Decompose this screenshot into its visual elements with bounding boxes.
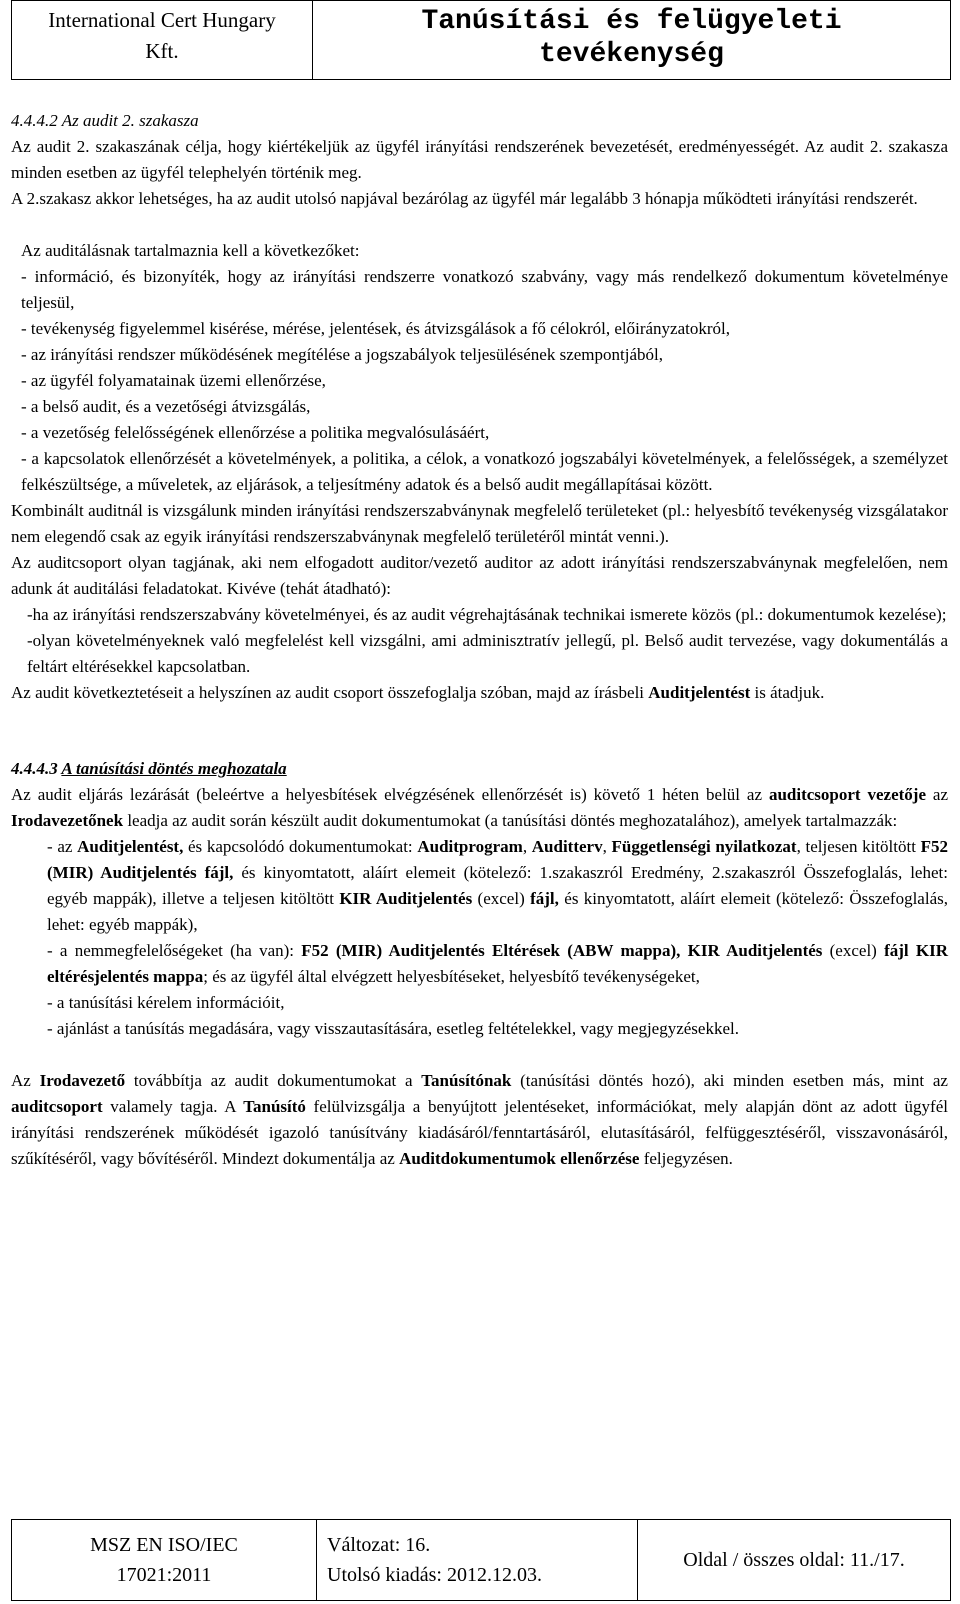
text-run: fájl KIR eltérésjelentés mappa [47,941,948,986]
text-run: leadja az audit során készült audit dokumentumokat (a tanúsítási döntés meghozatalához), amelyek tartalmazzák: [123,811,898,830]
text-run: és kinyomtatott, aláírt elemeit (kötelező: Összefoglalás, lehet: egyéb mappák), [47,889,948,934]
section-heading-4-4-4-2: 4.4.4.2 Az audit 2. szakasza [11,111,199,130]
paragraph [11,782,948,834]
text-run: Az [11,1071,40,1090]
list-item: - az ügyfél folyamatainak üzemi ellenőrzése, [21,371,326,390]
text-run: és kinyomtatott, aláírt elemeit (kötelező: 1.szakaszról Eredmény, 2.szakaszról Összefoglalás, lehet: egyéb mappák), illetve a teljesen kitöltött [47,863,948,908]
text-run: és kapcsolódó dokumentumokat: [183,837,418,856]
paragraph: Kombinált auditnál is vizsgálunk minden irányítási rendszerszabványnak megfelelő területeket (pl.: helyesbítő tevékenység vizsgálatakor nem elegendő csak az egyik irányítási rendszerszabványnak megfelelő területéről mintát venni.). [11,501,948,546]
text-run: F52 (MIR) Auditjelentés Eltérések (ABW mappa), KIR Auditjelentés [301,941,823,960]
text-run: (tanúsítási döntés hozó), aki minden esetben más, mint az [511,1071,948,1090]
section-number: 4.4.4.3 [11,759,62,778]
paragraph [11,680,948,706]
list-item: - az irányítási rendszer működésének megítélése a jogszabályok teljesülésének szempontjából, [21,345,663,364]
text-run: felülvizsgálja a benyújtott jelentéseket, információkat, mely alapján dönt az adott ügyfél irányítási rendszerének működését igazoló tanúsítvány kiadásáról/fenntartásáról, elutasításáról, felfüggesztéséről, visszavonásáról, szűkítéséről, vagy bővítéséről. Mindezt dokumentálja az [11,1097,948,1168]
section-heading-4-4-4-3 [11,756,948,782]
text-run: Az audit következtetéseit a helyszínen az audit csoport összefoglalja szóban, majd az írásbeli [11,683,649,702]
paragraph: Az auditálásnak tartalmaznia kell a következőket: [21,241,360,260]
company-name [12,1,313,80]
list-item: - tevékenység figyelemmel kisérése, mérése, jelentések, és átvizsgálások a fő célokról, előirányzatokról, [21,319,730,338]
list-item: - ajánlást a tanúsítás megadására, vagy visszautasítására, esetleg feltételekkel, vagy megjegyzésekkel. [47,1019,739,1038]
list-item [47,938,948,990]
text-run: (excel) [472,889,531,908]
text-run: feljegyzésen. [639,1149,733,1168]
version-number: Változat: 16. [327,1534,431,1556]
paragraph: Az audit 2. szakaszának célja, hogy kiértékeljük az ügyfél irányítási rendszerének bevezetését, eredményességét. Az audit 2. szakasza minden esetben az ügyfél telephelyén történik meg. [11,137,948,182]
page-footer [11,1519,951,1601]
text-run: Tanúsító [243,1097,306,1116]
text-run: , [602,837,612,856]
text-run: Az audit eljárás lezárását (beleértve a helyesbítések elvégzésének ellenőrzését is) követő 1 héten belül az [11,785,769,804]
list-item: - információ, és bizonyíték, hogy az irányítási rendszerre vonatkozó szabvány, vagy más rendelkező dokumentum követelménye teljesül, [21,267,948,312]
company-name-line2: Kft. [145,39,179,63]
text-run: , teljesen kitöltött [796,837,921,856]
company-name-line1: International Cert Hungary [48,8,276,32]
text-run: ; és az ügyfél által elvégzett helyesbítéseket, helyesbítő tevékenységeket, [203,967,700,986]
text-run: az [926,785,949,804]
text-run: Auditjelentést [648,683,751,702]
document-list [11,834,948,1042]
text-run: Irodavezető [39,1071,126,1090]
list-item [47,834,948,938]
page-body [11,108,948,1172]
document-title-line1: Tanúsítási és felügyeleti [421,6,842,37]
text-run: valamely tagja. A [102,1097,244,1116]
text-run: F52 (MIR) Auditjelentés fájl, [47,837,949,882]
list-item: - a vezetőség felelősségének ellenőrzése a politika megvalósulásáért, [21,423,490,442]
page-header [11,0,951,80]
text-run: továbbítja az audit dokumentumokat a [125,1071,422,1090]
document-title-line2: tevékenység [539,39,724,70]
text-run: Irodavezetőnek [11,811,124,830]
text-run: - a nemmegfelelőségeket (ha van): [47,941,302,960]
text-run: fájl, [530,889,559,908]
last-issue-date: Utolsó kiadás: 2012.12.03. [327,1564,542,1586]
document-title [313,1,951,80]
list-item: - a belső audit, és a vezetőségi átvizsgálás, [21,397,311,416]
text-run: Auditprogram [417,837,523,856]
text-run: - az [47,837,78,856]
paragraph: Az auditcsoport olyan tagjának, aki nem elfogadott auditor/vezető auditor az adott irányítási rendszerszabványnak megfelelően, nem adunk át auditálási feladatokat. Kivéve (tehát átadható): [11,553,948,598]
version-info [317,1520,638,1601]
text-run: , [522,837,532,856]
text-run: Függetlenségi nyilatkozat [611,837,797,856]
list-item: -ha az irányítási rendszerszabvány követelményei, és az audit végrehajtásának technikai ismerete közös (pl.: dokumentumok kezelése); [27,605,947,624]
text-run: auditcsoport vezetője [768,785,926,804]
text-run: Auditterv [531,837,603,856]
text-run: Tanúsítónak [421,1071,512,1090]
text-run: auditcsoport [11,1097,103,1116]
list-item: - a kapcsolatok ellenőrzését a követelmények, a politika, a célok, a vonatkozó jogszabályi követelmények, a felelősségek, a személyzet felkészültsége, a műveletek, az eljárások, a teljesítmény adatok és a belső audit megállapításai között. [21,449,948,494]
list-item: - a tanúsítási kérelem információit, [47,993,285,1012]
standard-line2: 17021:2011 [116,1564,212,1586]
page-number: Oldal / összes oldal: 11./17. [638,1520,951,1601]
section-title: A tanúsítási döntés meghozatala [61,759,287,778]
standard-reference [12,1520,317,1601]
text-run: Auditdokumentumok ellenőrzése [399,1149,640,1168]
text-run: is átadjuk. [750,683,825,702]
audit-content-list [11,264,948,498]
text-run: Auditjelentést, [77,837,184,856]
text-run: KIR Auditjelentés [339,889,473,908]
paragraph [11,1068,948,1172]
standard-line1: MSZ EN ISO/IEC [90,1534,238,1556]
text-run: (excel) [822,941,885,960]
list-item: -olyan követelményeknek való megfelelést kell vizsgálni, ami adminisztratív jellegű, pl. Belső audit tervezése, vagy dokumentálás a feltárt eltérésekkel kapcsolatban. [27,631,948,676]
paragraph: A 2.szakasz akkor lehetséges, ha az audit utolsó napjával bezárólag az ügyfél már legalább 3 hónapja működteti irányítási rendszerét. [11,189,918,208]
exception-list [11,602,948,680]
